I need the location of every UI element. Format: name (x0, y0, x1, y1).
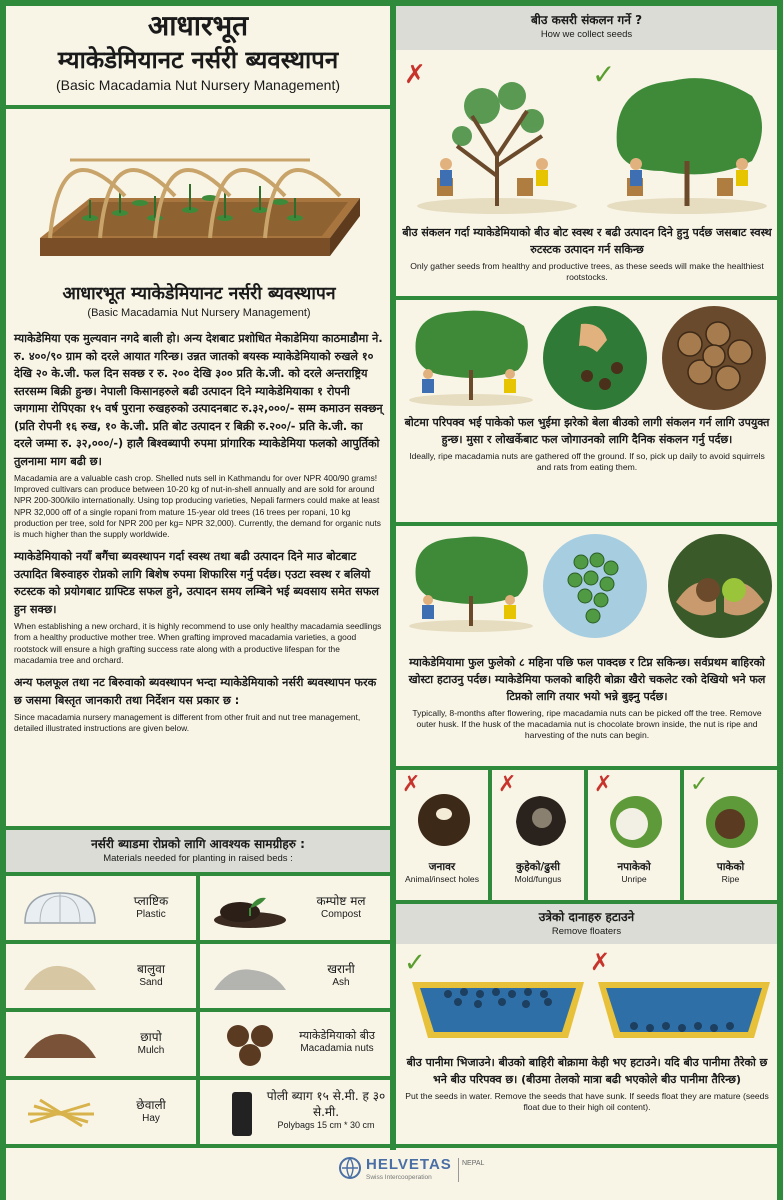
wrong-mark: ✗ (404, 60, 426, 90)
collect-divider-1 (396, 296, 777, 300)
floaters-header (396, 904, 777, 944)
collect-divider-2 (396, 522, 777, 526)
ripe-nuts-pile-icon (660, 304, 768, 412)
ripe-nut-icon (700, 788, 764, 852)
nut-type-label-en: Mold/fungus (514, 874, 562, 884)
compost-icon (210, 894, 290, 928)
polybag-icon (230, 1090, 254, 1138)
nut-type-mold (492, 770, 584, 900)
material-label-en: Ash (332, 977, 350, 988)
collect-step1-caption (402, 224, 772, 283)
material-label-np: खरानी (327, 962, 355, 976)
material-macadamia-nuts (200, 1012, 390, 1076)
material-label-np: म्याकेडेमियाको बीउ (299, 1029, 375, 1042)
helvetas-globe-icon (338, 1156, 362, 1180)
nut-type-label-np: नपाकेको (617, 861, 651, 873)
collect-step2-caption (402, 414, 772, 473)
title-np-line2: म्याकेडेमियानट नर्सरी ब्यवस्थापन (57, 46, 339, 74)
step2-np: बोटमा परिपक्व भई पाकेको फल भुईमा झरेको बेला बीउको लागी संकलन गर्न लागि उपयुक्त हुन्छ। मुसा र लोखर्केबाट फल जोगाउनको लागि दैनिक संकलन गर्नु पर्दछ। (404, 416, 770, 446)
ash-icon (210, 960, 290, 994)
outer-border-right (777, 0, 783, 1200)
footer-sub: Swiss Intercooperation (366, 1174, 432, 1181)
step2-en: Ideally, ripe macadamia nuts are gathered off the ground. If so, pick up daily to avoid squirrels and rats from eating them. (409, 451, 765, 472)
nut-with-hole-icon (414, 790, 474, 850)
step1-en: Only gather seeds from healthy and productive trees, as these seeds will make the healthiest rootstocks. (410, 261, 764, 282)
material-label-np: कम्पोष्ट मल (316, 894, 366, 908)
materials-title-np: नर्सरी ब्याडमा रोप्नको लागि आवश्यक सामग्रीहरु : (91, 837, 305, 851)
unhealthy-tree-illustration (412, 66, 582, 216)
right-mark: ✓ (592, 58, 616, 91)
material-label-en: Sand (139, 977, 163, 988)
material-label-en: Mulch (137, 1045, 165, 1056)
floaters-text-np: बीउ पानीमा भिजाउने। बीउको बाहिरी बोक्रामा केही भए हटाउने। यदि बीउ पानीमा तैरेको छ भने बीउ परिपक्व छ। (बीउमा तेलको मात्रा बढी भएकोले बीउ पानीमा तैरिन्छ) (406, 1056, 768, 1086)
material-hay (6, 1080, 196, 1144)
intro-para3-np: अन्य फलफूल तथा नट बिरुवाको ब्यवस्थापन भन्दा म्याकेडेमियाको नर्सरी ब्यवस्थापन फरक छ जसमा बिस्तृत जानकारी तथा निर्देशन यस प्रकार छ : (14, 676, 377, 707)
step3-np: म्याकेडेमियामा फुल फुलेको ८ महिना पछि फल पाक्दछ र टिप्न सकिन्छ। सर्वप्रथम बाहिरको खोस्टा हटाउनु पर्दछ। म्याकेडेमिया फलको बाहिरी बोक्रा खैरो चकलेट रको देखियो भने फल टिप्नको लागि तयार भयो भन्ने बुझ्नु पर्दछ। (408, 656, 766, 703)
material-plastic (6, 876, 196, 940)
material-compost (200, 876, 390, 940)
macadamia-nut-icon (220, 1022, 280, 1068)
material-ash (200, 944, 390, 1008)
intro-para3-en: Since macadamia nursery management is different from other fruit and nut tree management, detailed illustrated instructions are given below. (14, 712, 361, 734)
plastic-icon (20, 888, 100, 928)
intro-para1-np: म्याकेडेमिया एक मुल्यवान नगदे बाली हो। अन्य देशबाट प्रशोधित मेकाडेमिया काठमाडौमा ने. रु. ४००/९० ग्राम को दरले आयात गरिन्छ। उन्नत जातको बयस्क म्याकेडेमियाको रुखले १० देखि २० के.जी. फल दिन सक्छ र रु. २०० देखि ३०० प्रति के.जी. को दरले अन्तराष्ट्रिय स्तरसम्म बिक्री हुन्छ। नेपाली किसानहरुले बढी उत्पादन दिने म्याकेडेमियाका १ रोपनी जगगामा रोपिएका १५ वर्ष पुराना रुखहरुको उत्पादनबाट रु.३२,०००/- सम्म कमाउन सक्छन् (प्रति रोपनी १६ रुख, १० के.जी. प्रति बोट उत्पादन र बिक्री रु.२००/- प्रति के.जी. का दरले जम्मा रु. ३२,०००/-) हालै बिश्वब्यापी रुपमा प्रांगारिक म्याकेडेमिया फलको आपुर्तिको तुलनामा माग बढी छ। (14, 332, 383, 468)
nut-type-label-en: Ripe (721, 874, 740, 884)
hand-picking-nut-icon (541, 304, 649, 412)
bowl-floating-seeds-icon (408, 972, 588, 1044)
floaters-title-en: Remove floaters (551, 926, 622, 937)
material-label-np: छेवाली (136, 1098, 166, 1112)
material-sand (6, 944, 196, 1008)
header (6, 8, 390, 94)
healthy-tree-illustration (602, 66, 772, 216)
right-mark: ✓ (404, 948, 426, 978)
nut-type-unripe (588, 770, 680, 900)
floaters-caption (402, 1054, 772, 1113)
material-label-en: Hay (142, 1113, 160, 1124)
hay-icon (26, 1096, 96, 1128)
collect-header (396, 6, 777, 50)
moldy-nut-icon (508, 788, 572, 852)
step1-np: बीउ संकलन गर्दा म्याकेडेमियाको बीउ बोट स्वस्थ र बढी उत्पादन दिने हुनु पर्दछ जसबाट स्वस्थ रुटस्टक उत्पादन गर्न सकिन्छ (402, 226, 772, 256)
material-label-en: Polybags 15 cm * 30 cm (277, 1120, 375, 1130)
floaters-title-np: उत्रेको दानाहरु हटाउने (538, 910, 635, 924)
footer-separator (458, 1158, 459, 1182)
nut-type-label-en: Unripe (621, 874, 647, 884)
intro-para1-en: Macadamia are a valuable cash crop. Shelled nuts sell in Kathmandu for over NPR 400/90 grams! Improved cultivars can produce between 10-20 kg of nut-in-shell annually and are sold for around NPR 200-300/kilo internationally. Using top producing varieties, Nepali farmers could make at least NPR 32,000 off of a single ropani from mature 15-year old trees (16 trees per ropani, 10 kg production per tree, sold for NPR 200 per kg= NPR 32,000). Currently, the demand for organic nuts is much higher than the supply worldwide. (14, 473, 381, 540)
raised-bed-greenhouse-illustration (30, 118, 370, 268)
nut-cluster-icon (541, 532, 649, 640)
material-label-en: Plastic (136, 909, 166, 920)
floaters-bottom-line (396, 1144, 777, 1148)
material-label-np: छापो (140, 1030, 162, 1044)
intro-para2-en: When establishing a new orchard, it is highly recommend to use only healthy macadamia seedlings from a healthy productive mother tree. When grafting improved macadamia varieties, a good rootstock will ensure a high grafting success rate along with a productive lifespan for the macadamia tree and orchard. (14, 621, 382, 665)
footer-logo (338, 1152, 485, 1196)
materials-header (6, 830, 390, 872)
mulch-icon (20, 1026, 100, 1062)
intro-title-np: आधारभूत म्याकेडेमियानट नर्सरी ब्यवस्थापन (62, 284, 336, 304)
nut-type-label-np: जनावर (428, 861, 456, 873)
right-mark: ✓ (690, 772, 709, 797)
material-polybags (200, 1080, 390, 1144)
sand-icon (20, 958, 100, 994)
footer-org: HELVETAS (366, 1156, 452, 1173)
nut-type-ripe (684, 770, 777, 900)
material-label-en: Macadamia nuts (300, 1043, 374, 1054)
collect-title-np: बीउ कसरी संकलन गर्ने ? (530, 13, 643, 27)
unripe-nut-icon (604, 788, 668, 852)
collect-step3-caption (402, 654, 772, 741)
title-np-line1: आधारभूत (147, 9, 249, 42)
material-label-np: बालुवा (137, 962, 165, 976)
bowl-sunk-seeds-icon (594, 972, 774, 1044)
intro-para2-np: म्याकेडेमियाको नयाँ बगैंचा ब्यवस्थापन गर्दा स्वस्थ तथा बढी उत्पादन दिने माउ बोटबाट उत्पादित बिरुवाहरु रोप्नको लागि बिशेष रुपमा शिफारिस गर्नु पर्दछ। एउटा स्वस्थ र बलियो रुटस्टक को प्रयोगबाट ग्राफ्टिड सफल हुने, उत्पादन समय लम्बिने भई ब्यवसाय समेत सफल हुन सक्छ। (14, 550, 379, 616)
collect-title-en: How we collect seeds (540, 29, 633, 40)
wrong-mark: ✗ (594, 772, 613, 797)
nut-type-label-np: कुहेको/ढुसी (516, 861, 560, 873)
wrong-mark: ✗ (402, 772, 421, 797)
header-divider (6, 105, 390, 109)
material-mulch (6, 1012, 196, 1076)
footer-country: NEPAL (462, 1160, 485, 1167)
intro-section (14, 282, 384, 734)
material-label-np: पोली ब्याग १५ से.मी. ह ३० से.मी. (266, 1089, 386, 1119)
center-divider (390, 0, 396, 1150)
intro-title-en: (Basic Macadamia Nut Nursery Management) (87, 307, 311, 319)
nut-type-animal-holes (396, 770, 488, 900)
step3-en: Typically, 8-months after flowering, ripe macadamia nuts can be picked off the tree. Remove outer husk. If the husk of the macadamia nut is chocolate brown inside, the nut is ripe and harvesting of the nuts can begin. (412, 708, 762, 740)
hands-opening-husk-icon (666, 532, 774, 640)
tree-gathering-illustration (406, 304, 536, 408)
floaters-text-en: Put the seeds in water. Remove the seeds that have sunk. If seeds float they are mature (seeds float due to their high oil content). (405, 1091, 769, 1112)
material-label-en: Compost (320, 909, 361, 920)
nut-type-label-np: पाकेको (716, 861, 745, 873)
material-label-np: प्लाष्टिक (133, 894, 169, 908)
nut-type-label-en: Animal/insect holes (404, 874, 480, 884)
footer-left-line (0, 1144, 396, 1148)
tree-harvest-illustration (406, 530, 536, 634)
wrong-mark: ✗ (498, 772, 517, 797)
wrong-mark: ✗ (590, 948, 611, 976)
title-en: (Basic Macadamia Nut Nursery Management) (56, 77, 340, 93)
materials-title-en: Materials needed for planting in raised beds : (103, 853, 293, 864)
